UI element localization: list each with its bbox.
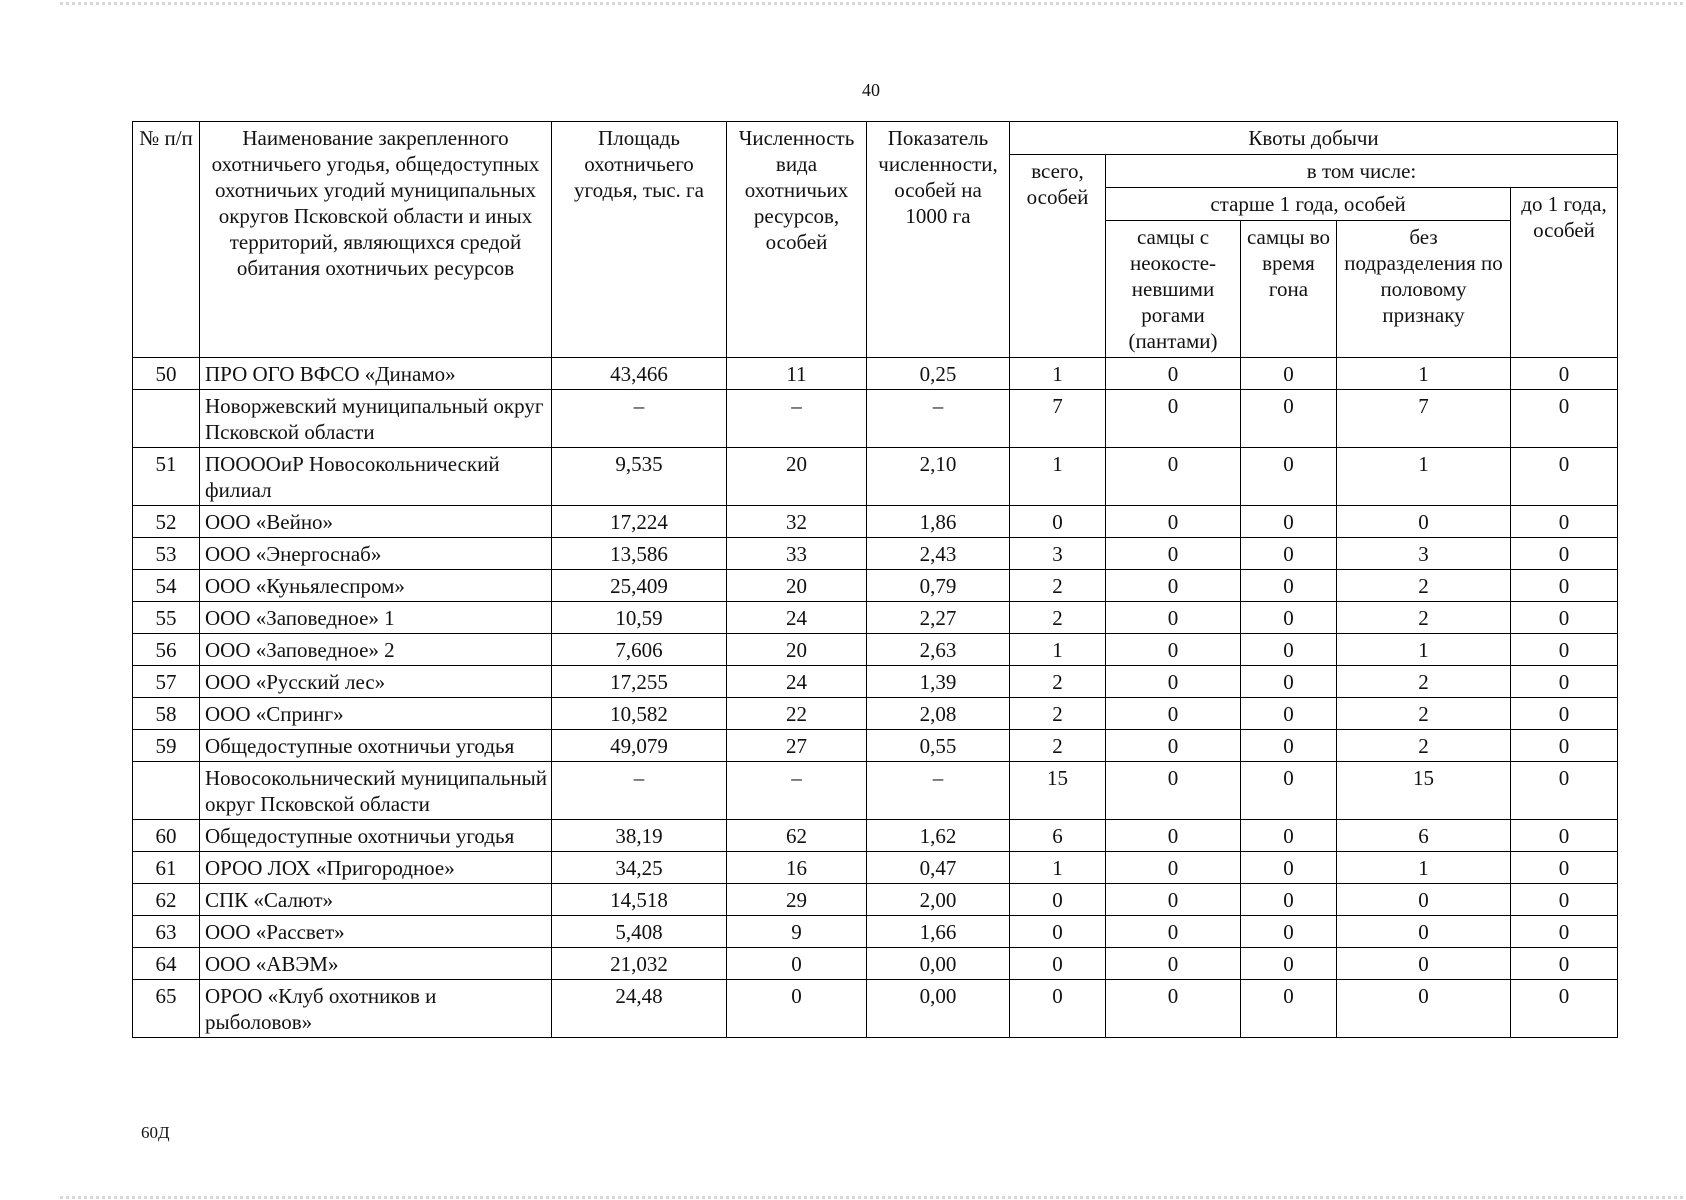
cell-name: Общедоступные охотничьи угодья <box>200 820 552 852</box>
cell-no-gender: 2 <box>1337 730 1511 762</box>
cell-name: ООО «Русский лес» <box>200 666 552 698</box>
cell-name: ООО «Спринг» <box>200 698 552 730</box>
cell-males-rut: 0 <box>1241 448 1337 506</box>
cell-males-velvet: 0 <box>1106 916 1241 948</box>
cell-males-rut: 0 <box>1241 570 1337 602</box>
cell-males-rut: 0 <box>1241 948 1337 980</box>
header-under1: до 1 года, особей <box>1511 188 1618 358</box>
table-row <box>133 634 1618 666</box>
cell-num: 56 <box>133 634 200 666</box>
cell-density: 2,63 <box>867 634 1010 666</box>
table-row <box>133 666 1618 698</box>
cell-num <box>133 762 200 820</box>
page-number: 40 <box>862 80 880 100</box>
cell-area: 17,224 <box>552 506 727 538</box>
cell-under1: 0 <box>1511 762 1618 820</box>
cell-num: 64 <box>133 948 200 980</box>
cell-num: 58 <box>133 698 200 730</box>
cell-density: 0,47 <box>867 852 1010 884</box>
header-num: № п/п <box>133 122 200 358</box>
hunting-quota-table <box>132 121 1618 1038</box>
cell-total: 1 <box>1010 358 1106 390</box>
cell-area: 5,408 <box>552 916 727 948</box>
cell-density: 0,00 <box>867 948 1010 980</box>
cell-under1: 0 <box>1511 884 1618 916</box>
document-code: 60Д <box>141 1123 170 1142</box>
cell-num: 62 <box>133 884 200 916</box>
cell-area: 17,255 <box>552 666 727 698</box>
cell-total: 15 <box>1010 762 1106 820</box>
cell-no-gender: 1 <box>1337 448 1511 506</box>
cell-num: 60 <box>133 820 200 852</box>
cell-density: – <box>867 762 1010 820</box>
cell-under1: 0 <box>1511 538 1618 570</box>
cell-name: ООО «Куньялеспром» <box>200 570 552 602</box>
cell-area: 9,535 <box>552 448 727 506</box>
cell-density: 0,25 <box>867 358 1010 390</box>
cell-num: 57 <box>133 666 200 698</box>
cell-density: 0,79 <box>867 570 1010 602</box>
header-males-rut: самцы во время гона <box>1241 221 1337 358</box>
cell-males-rut: 0 <box>1241 602 1337 634</box>
cell-total: 0 <box>1010 506 1106 538</box>
cell-no-gender: 0 <box>1337 948 1511 980</box>
cell-total: 3 <box>1010 538 1106 570</box>
cell-name: ОРОО «Клуб охотников и рыболовов» <box>200 980 552 1038</box>
cell-males-velvet: 0 <box>1106 448 1241 506</box>
cell-under1: 0 <box>1511 570 1618 602</box>
cell-name: ООО «Рассвет» <box>200 916 552 948</box>
cell-males-velvet: 0 <box>1106 820 1241 852</box>
cell-under1: 0 <box>1511 666 1618 698</box>
table-row <box>133 506 1618 538</box>
cell-area: 25,409 <box>552 570 727 602</box>
cell-males-rut: 0 <box>1241 698 1337 730</box>
header-older: старше 1 года, особей <box>1106 188 1511 221</box>
cell-num: 63 <box>133 916 200 948</box>
cell-total: 1 <box>1010 634 1106 666</box>
cell-density: 2,00 <box>867 884 1010 916</box>
cell-males-velvet: 0 <box>1106 884 1241 916</box>
cell-males-velvet: 0 <box>1106 634 1241 666</box>
cell-total: 7 <box>1010 390 1106 448</box>
cell-no-gender: 6 <box>1337 820 1511 852</box>
cell-under1: 0 <box>1511 820 1618 852</box>
table-header <box>133 122 1618 358</box>
header-population: Численность вида охотничьих ресурсов, особей <box>727 122 867 358</box>
cell-total: 1 <box>1010 852 1106 884</box>
cell-no-gender: 0 <box>1337 884 1511 916</box>
cell-density: 0,55 <box>867 730 1010 762</box>
cell-density: – <box>867 390 1010 448</box>
cell-num: 54 <box>133 570 200 602</box>
cell-males-velvet: 0 <box>1106 358 1241 390</box>
table-row <box>133 448 1618 506</box>
cell-males-rut: 0 <box>1241 730 1337 762</box>
header-density: Показатель численности, особей на 1000 га <box>867 122 1010 358</box>
cell-num: 55 <box>133 602 200 634</box>
cell-males-velvet: 0 <box>1106 762 1241 820</box>
cell-no-gender: 1 <box>1337 634 1511 666</box>
cell-population: 33 <box>727 538 867 570</box>
cell-num: 59 <box>133 730 200 762</box>
cell-population: 9 <box>727 916 867 948</box>
cell-population: 20 <box>727 448 867 506</box>
cell-num <box>133 390 200 448</box>
cell-males-rut: 0 <box>1241 538 1337 570</box>
cell-males-velvet: 0 <box>1106 730 1241 762</box>
cell-males-rut: 0 <box>1241 506 1337 538</box>
cell-area: 49,079 <box>552 730 727 762</box>
table-row <box>133 730 1618 762</box>
table-row <box>133 698 1618 730</box>
cell-males-rut: 0 <box>1241 390 1337 448</box>
table-row <box>133 980 1618 1038</box>
cell-area: – <box>552 390 727 448</box>
cell-males-rut: 0 <box>1241 358 1337 390</box>
cell-population: 29 <box>727 884 867 916</box>
cell-area: 43,466 <box>552 358 727 390</box>
cell-num: 61 <box>133 852 200 884</box>
cell-population: 32 <box>727 506 867 538</box>
cell-males-velvet: 0 <box>1106 852 1241 884</box>
cell-population: 20 <box>727 634 867 666</box>
cell-males-velvet: 0 <box>1106 570 1241 602</box>
cell-density: 2,08 <box>867 698 1010 730</box>
cell-under1: 0 <box>1511 634 1618 666</box>
cell-population: 0 <box>727 948 867 980</box>
cell-no-gender: 1 <box>1337 358 1511 390</box>
cell-area: 21,032 <box>552 948 727 980</box>
table-row <box>133 390 1618 448</box>
cell-population: 16 <box>727 852 867 884</box>
table-body <box>133 358 1618 1038</box>
cell-no-gender: 1 <box>1337 852 1511 884</box>
cell-num: 53 <box>133 538 200 570</box>
cell-males-velvet: 0 <box>1106 390 1241 448</box>
table-row <box>133 538 1618 570</box>
cell-total: 2 <box>1010 602 1106 634</box>
cell-name: ООО «Энергоснаб» <box>200 538 552 570</box>
cell-males-velvet: 0 <box>1106 948 1241 980</box>
cell-name: ОРОО ЛОХ «Пригородное» <box>200 852 552 884</box>
cell-population: 27 <box>727 730 867 762</box>
cell-population: 24 <box>727 602 867 634</box>
cell-population: 0 <box>727 980 867 1038</box>
cell-no-gender: 2 <box>1337 698 1511 730</box>
cell-name: ПООООиР Новосокольнический филиал <box>200 448 552 506</box>
cell-no-gender: 2 <box>1337 602 1511 634</box>
cell-name: Новосокольнический муниципальный округ Псковской области <box>200 762 552 820</box>
cell-total: 0 <box>1010 948 1106 980</box>
header-males-velvet: самцы с неокосте-невшими рогами (пантами) <box>1106 221 1241 358</box>
cell-under1: 0 <box>1511 448 1618 506</box>
table-row <box>133 570 1618 602</box>
cell-density: 2,43 <box>867 538 1010 570</box>
cell-males-rut: 0 <box>1241 980 1337 1038</box>
header-no-gender: без подразделения по половому признаку <box>1337 221 1511 358</box>
cell-under1: 0 <box>1511 390 1618 448</box>
cell-population: 24 <box>727 666 867 698</box>
cell-population: – <box>727 762 867 820</box>
cell-density: 1,62 <box>867 820 1010 852</box>
scan-bottom-edge <box>60 1196 1686 1199</box>
cell-no-gender: 2 <box>1337 666 1511 698</box>
table-row <box>133 916 1618 948</box>
header-name: Наименование закрепленного охотничьего угодья, общедоступных охотничьих угодий муниципальных округов Псковской области и иных территорий, являющихся средой обитания охотничьих ресурсов <box>200 122 552 358</box>
cell-name: ООО «Вейно» <box>200 506 552 538</box>
cell-density: 1,39 <box>867 666 1010 698</box>
cell-no-gender: 7 <box>1337 390 1511 448</box>
cell-total: 0 <box>1010 916 1106 948</box>
cell-total: 2 <box>1010 570 1106 602</box>
cell-area: 10,582 <box>552 698 727 730</box>
cell-name: ПРО ОГО ВФСО «Динамо» <box>200 358 552 390</box>
cell-males-velvet: 0 <box>1106 506 1241 538</box>
cell-population: 11 <box>727 358 867 390</box>
table-row <box>133 602 1618 634</box>
table-row <box>133 948 1618 980</box>
table-row <box>133 820 1618 852</box>
cell-males-velvet: 0 <box>1106 980 1241 1038</box>
cell-total: 6 <box>1010 820 1106 852</box>
cell-no-gender: 3 <box>1337 538 1511 570</box>
cell-total: 0 <box>1010 980 1106 1038</box>
table-row <box>133 884 1618 916</box>
cell-males-rut: 0 <box>1241 852 1337 884</box>
cell-under1: 0 <box>1511 358 1618 390</box>
cell-no-gender: 0 <box>1337 506 1511 538</box>
cell-males-rut: 0 <box>1241 916 1337 948</box>
header-total: всего, особей <box>1010 155 1106 358</box>
cell-name: ООО «Заповедное» 2 <box>200 634 552 666</box>
scan-top-edge <box>60 2 1686 5</box>
cell-density: 1,86 <box>867 506 1010 538</box>
cell-under1: 0 <box>1511 916 1618 948</box>
cell-total: 2 <box>1010 698 1106 730</box>
cell-area: 7,606 <box>552 634 727 666</box>
cell-population: – <box>727 390 867 448</box>
cell-males-velvet: 0 <box>1106 602 1241 634</box>
cell-under1: 0 <box>1511 980 1618 1038</box>
cell-area: 10,59 <box>552 602 727 634</box>
cell-males-rut: 0 <box>1241 666 1337 698</box>
cell-males-rut: 0 <box>1241 884 1337 916</box>
header-quotas: Квоты добычи <box>1010 122 1618 155</box>
cell-area: 38,19 <box>552 820 727 852</box>
cell-no-gender: 15 <box>1337 762 1511 820</box>
cell-males-velvet: 0 <box>1106 538 1241 570</box>
cell-under1: 0 <box>1511 506 1618 538</box>
cell-area: 34,25 <box>552 852 727 884</box>
cell-total: 2 <box>1010 666 1106 698</box>
cell-under1: 0 <box>1511 852 1618 884</box>
header-including: в том числе: <box>1106 155 1618 188</box>
cell-area: 24,48 <box>552 980 727 1038</box>
cell-males-rut: 0 <box>1241 762 1337 820</box>
cell-population: 62 <box>727 820 867 852</box>
cell-density: 2,27 <box>867 602 1010 634</box>
cell-density: 2,10 <box>867 448 1010 506</box>
cell-num: 50 <box>133 358 200 390</box>
cell-name: СПК «Салют» <box>200 884 552 916</box>
cell-males-velvet: 0 <box>1106 666 1241 698</box>
cell-name: Новоржевский муниципальный округ Псковской области <box>200 390 552 448</box>
cell-total: 2 <box>1010 730 1106 762</box>
cell-males-velvet: 0 <box>1106 698 1241 730</box>
cell-num: 52 <box>133 506 200 538</box>
cell-no-gender: 2 <box>1337 570 1511 602</box>
cell-name: ООО «Заповедное» 1 <box>200 602 552 634</box>
table-row <box>133 358 1618 390</box>
cell-num: 65 <box>133 980 200 1038</box>
cell-males-rut: 0 <box>1241 820 1337 852</box>
cell-under1: 0 <box>1511 698 1618 730</box>
cell-under1: 0 <box>1511 602 1618 634</box>
cell-no-gender: 0 <box>1337 916 1511 948</box>
cell-name: Общедоступные охотничьи угодья <box>200 730 552 762</box>
cell-area: 14,518 <box>552 884 727 916</box>
header-area: Площадь охотничьего угодья, тыс. га <box>552 122 727 358</box>
cell-area: 13,586 <box>552 538 727 570</box>
cell-population: 20 <box>727 570 867 602</box>
cell-males-rut: 0 <box>1241 634 1337 666</box>
cell-population: 22 <box>727 698 867 730</box>
table-row <box>133 762 1618 820</box>
cell-num: 51 <box>133 448 200 506</box>
cell-total: 1 <box>1010 448 1106 506</box>
cell-total: 0 <box>1010 884 1106 916</box>
cell-density: 0,00 <box>867 980 1010 1038</box>
cell-no-gender: 0 <box>1337 980 1511 1038</box>
cell-area: – <box>552 762 727 820</box>
cell-density: 1,66 <box>867 916 1010 948</box>
cell-under1: 0 <box>1511 948 1618 980</box>
table-row <box>133 852 1618 884</box>
cell-under1: 0 <box>1511 730 1618 762</box>
cell-name: ООО «АВЭМ» <box>200 948 552 980</box>
